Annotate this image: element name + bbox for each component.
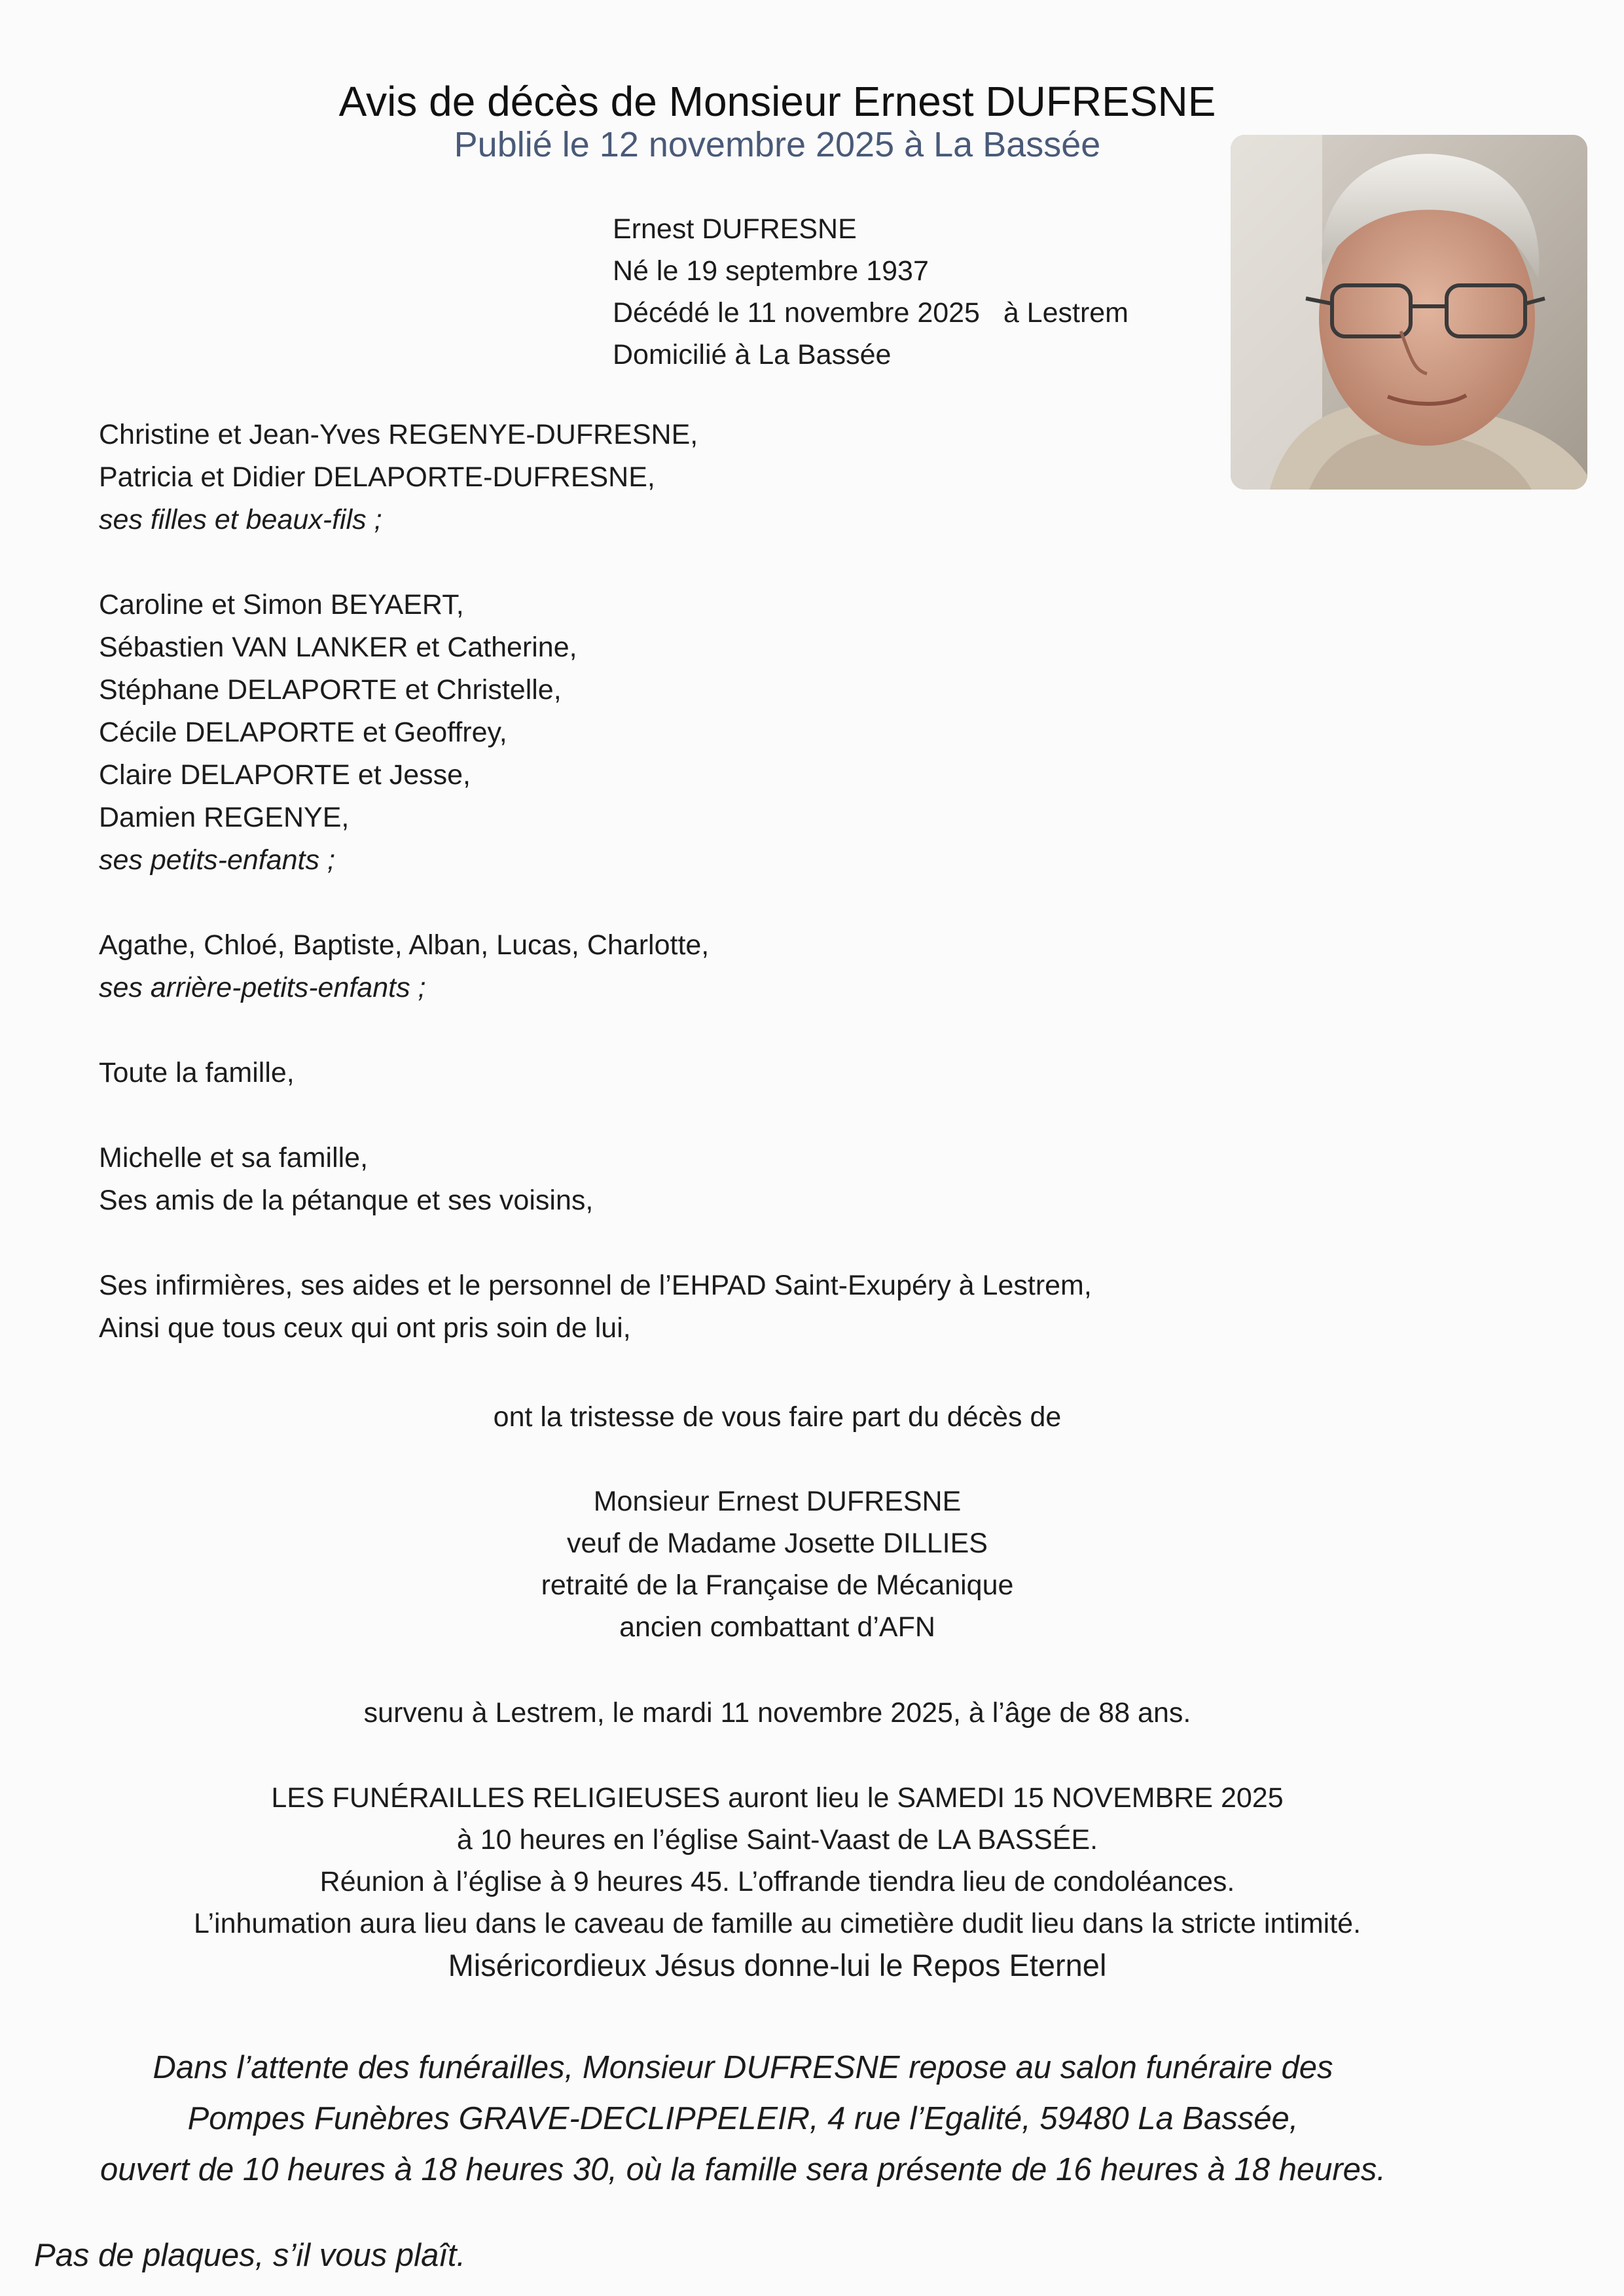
grandchild-line: Caroline et Simon BEYAERT, (99, 589, 464, 620)
publication-line: Publié le 12 novembre 2025 à La Bassée (454, 125, 1101, 164)
grandchild-line: Sébastien VAN LANKER et Catherine, (99, 632, 577, 663)
daughters-label: ses filles et beaux-fils ; (99, 504, 382, 535)
visitation-line: Pompes Funèbres GRAVE-DECLIPPELEIR, 4 rue l’Egalité, 59480 La Bassée, (187, 2101, 1299, 2136)
title-line: Monsieur Ernest DUFRESNE (593, 1486, 962, 1517)
visitation-line: ouvert de 10 heures à 18 heures 30, où la famille sera présente de 16 heures à 18 heures. (99, 2152, 1386, 2187)
daughter-line: Christine et Jean-Yves REGENYE-DUFRESNE, (99, 419, 698, 450)
intro-line: ont la tristesse de vous faire part du décès de (493, 1401, 1062, 1433)
grandchildren-label: ses petits-enfants ; (99, 844, 335, 876)
grandchild-line: Claire DELAPORTE et Jesse, (99, 759, 471, 791)
grandchild-line: Damien REGENYE, (99, 802, 350, 833)
caregivers-line: Ainsi que tous ceux qui ont pris soin de lui, (99, 1312, 631, 1344)
great-grandchildren-line: Agathe, Chloé, Baptiste, Alban, Lucas, Charlotte, (99, 929, 710, 961)
friends-line: Michelle et sa famille, (99, 1142, 369, 1174)
title-line: retraité de la Française de Mécanique (541, 1570, 1014, 1601)
birth-date: Né le 19 septembre 1937 (613, 255, 929, 287)
grandchild-line: Cécile DELAPORTE et Geoffrey, (99, 717, 507, 748)
visitation-line: Dans l’attente des funérailles, Monsieur DUFRESNE repose au salon funéraire des (153, 2050, 1333, 2085)
grandchild-line: Stéphane DELAPORTE et Christelle, (99, 674, 562, 706)
great-grandchildren-label: ses arrière-petits-enfants ; (99, 972, 426, 1003)
title-line: ancien combattant d’AFN (619, 1611, 935, 1643)
deceased-info (613, 208, 1128, 376)
no-plaques-note: Pas de plaques, s’il vous plaît. (34, 2238, 466, 2273)
portrait-photo (1231, 135, 1587, 490)
funeral-details (0, 1777, 1555, 1986)
occurred-line (0, 1692, 1555, 1734)
deceased-name: Ernest DUFRESNE (613, 213, 857, 245)
caregivers-line: Ses infirmières, ses aides et le personnel de l’EHPAD Saint-Exupéry à Lestrem, (99, 1270, 1092, 1301)
friends-line: Ses amis de la pétanque et ses voisins, (99, 1185, 594, 1216)
death-date: Décédé le 11 novembre 2025 à Lestrem (613, 297, 1129, 329)
prayer-line: Miséricordieux Jésus donne-lui le Repos Eternel (448, 1948, 1107, 1982)
funeral-line: L’inhumation aura lieu dans le caveau de famille au cimetière dudit lieu dans la stricte intimité. (193, 1908, 1362, 1939)
title-line: veuf de Madame Josette DILLIES (567, 1528, 988, 1559)
announcement-intro (0, 1396, 1555, 1438)
whole-family-line: Toute la famille, (99, 1057, 295, 1088)
deceased-titles (0, 1480, 1555, 1648)
residence: Domicilié à La Bassée (613, 339, 892, 370)
occurred-text: survenu à Lestrem, le mardi 11 novembre 2025, à l’âge de 88 ans. (363, 1697, 1191, 1729)
funeral-line: Réunion à l’église à 9 heures 45. L’offrande tiendra lieu de condoléances. (319, 1866, 1235, 1897)
daughter-line: Patricia et Didier DELAPORTE-DUFRESNE, (99, 461, 655, 493)
funeral-line: LES FUNÉRAILLES RELIGIEUSES auront lieu le SAMEDI 15 NOVEMBRE 2025 (271, 1782, 1284, 1814)
visitation-info (0, 2042, 1486, 2195)
funeral-line: à 10 heures en l’église Saint-Vaast de LA BASSÉE. (456, 1824, 1098, 1856)
notice-title: Avis de décès de Monsieur Ernest DUFRESNE (338, 78, 1216, 125)
